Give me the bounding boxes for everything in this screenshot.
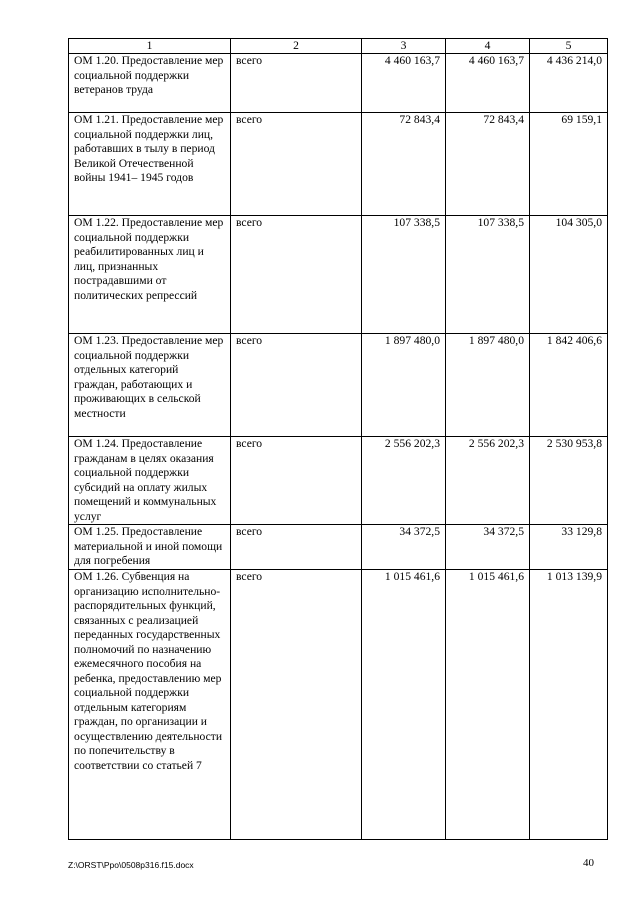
measure-name-cell: ОМ 1.25. Предоставление материальной и иной помощи для погребения: [69, 525, 231, 570]
funding-type-cell: всего: [231, 334, 362, 437]
funding-type-cell: всего: [231, 570, 362, 840]
funding-type-cell: всего: [231, 54, 362, 113]
measure-name-cell: ОМ 1.24. Предоставление гражданам в целях оказания социальной поддержки субсидий на оплату жилых помещений и коммунальных услуг: [69, 437, 231, 525]
measure-name-cell: ОМ 1.21. Предоставление мер социальной поддержки лиц, работавших в тылу в период Великой Отечественной войны 1941– 1945 годов: [69, 113, 231, 216]
table-row: [69, 437, 608, 525]
table-row: [69, 334, 608, 437]
funding-type-cell: всего: [231, 525, 362, 570]
value-col3-cell: 107 338,5: [362, 216, 446, 334]
value-col3-cell: 1 015 461,6: [362, 570, 446, 840]
column-header-3: 3: [362, 39, 446, 54]
column-header-5: 5: [530, 39, 608, 54]
table-row: [69, 525, 608, 570]
measure-name-cell: ОМ 1.20. Предоставление мер социальной поддержки ветеранов труда: [69, 54, 231, 113]
measure-name-cell: ОМ 1.22. Предоставление мер социальной поддержки реабилитированных лиц и лиц, признанных пострадавшими от политических репрессий: [69, 216, 231, 334]
value-col4-cell: 2 556 202,3: [446, 437, 530, 525]
funding-type-cell: всего: [231, 216, 362, 334]
value-col4-cell: 107 338,5: [446, 216, 530, 334]
value-col5-cell: 33 129,8: [530, 525, 608, 570]
column-header-2: 2: [231, 39, 362, 54]
value-col4-cell: 34 372,5: [446, 525, 530, 570]
value-col3-cell: 72 843,4: [362, 113, 446, 216]
table-row: [69, 113, 608, 216]
value-col3-cell: 4 460 163,7: [362, 54, 446, 113]
value-col5-cell: 1 842 406,6: [530, 334, 608, 437]
value-col3-cell: 34 372,5: [362, 525, 446, 570]
value-col4-cell: 72 843,4: [446, 113, 530, 216]
value-col4-cell: 1 897 480,0: [446, 334, 530, 437]
measure-name-cell: ОМ 1.23. Предоставление мер социальной поддержки отдельных категорий граждан, работающих и проживающих в сельской местности: [69, 334, 231, 437]
page-number: 40: [583, 857, 594, 869]
table-row: [69, 54, 608, 113]
column-header-4: 4: [446, 39, 530, 54]
budget-table: [68, 38, 608, 840]
value-col5-cell: 104 305,0: [530, 216, 608, 334]
value-col4-cell: 4 460 163,7: [446, 54, 530, 113]
footer-file-path: Z:\ORST\Ppo\0508p316.f15.docx: [68, 860, 194, 870]
table-row: [69, 216, 608, 334]
funding-type-cell: всего: [231, 113, 362, 216]
measure-name-cell: ОМ 1.26. Субвенция на организацию исполнительно-распорядительных функций, связанных с реализацией переданных государственных полномочий по назначению ежемесячного пособия на ребенка, предоставлению мер социальной поддержки отдельным категориям граждан, по организации и осуществлению деятельности по попечительству в соответствии со статьей 7: [69, 570, 231, 840]
column-header-1: 1: [69, 39, 231, 54]
value-col5-cell: 4 436 214,0: [530, 54, 608, 113]
header-row: [69, 39, 608, 54]
value-col5-cell: 2 530 953,8: [530, 437, 608, 525]
table-row: [69, 570, 608, 840]
funding-type-cell: всего: [231, 437, 362, 525]
value-col3-cell: 2 556 202,3: [362, 437, 446, 525]
value-col3-cell: 1 897 480,0: [362, 334, 446, 437]
value-col4-cell: 1 015 461,6: [446, 570, 530, 840]
value-col5-cell: 1 013 139,9: [530, 570, 608, 840]
value-col5-cell: 69 159,1: [530, 113, 608, 216]
